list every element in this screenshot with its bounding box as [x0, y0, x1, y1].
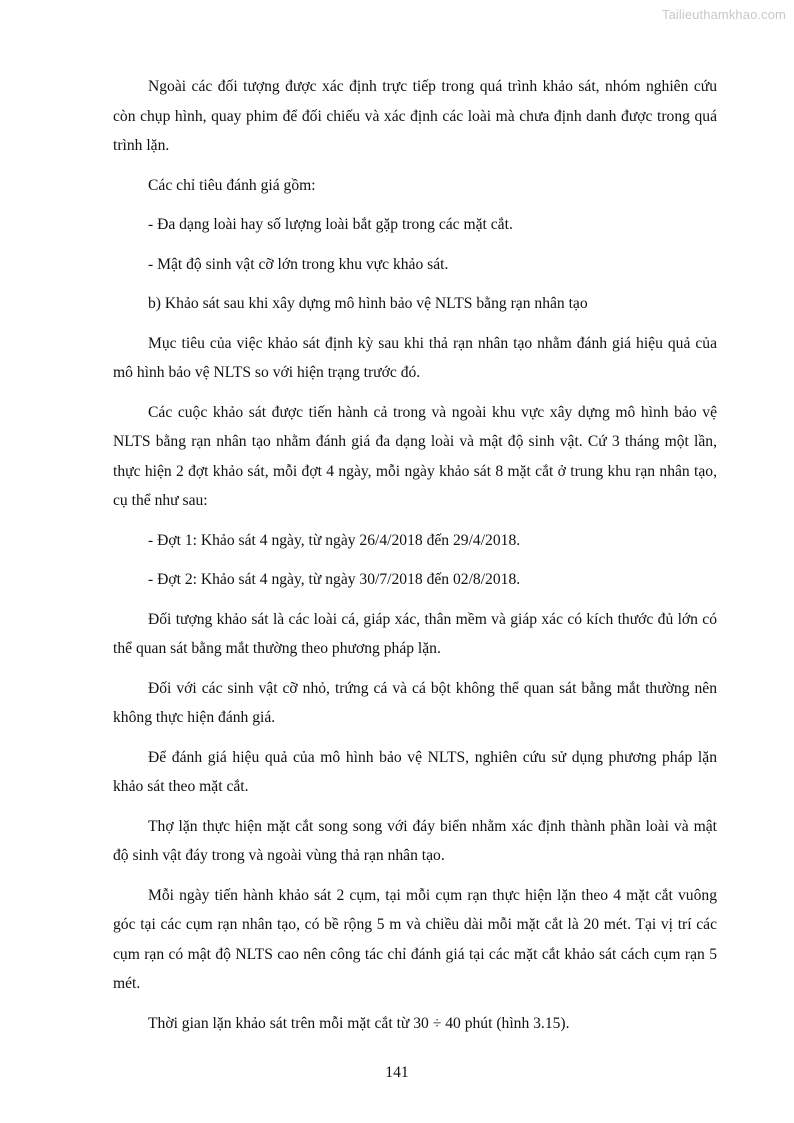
- paragraph: Để đánh giá hiệu quả của mô hình bảo vệ NLTS, nghiên cứu sử dụng phương pháp lặn khảo sát theo mặt cắt.: [113, 748, 717, 795]
- document-body: [113, 72, 717, 1048]
- paragraph: Ngoài các đối tượng được xác định trực tiếp trong quá trình khảo sát, nhóm nghiên cứu còn chụp hình, quay phim để đối chiếu và xác định các loài mà chưa định danh được trong quá trình lặn.: [113, 78, 717, 154]
- paragraph: Mỗi ngày tiến hành khảo sát 2 cụm, tại mỗi cụm rạn thực hiện lặn theo 4 mặt cắt vuông góc tại các cụm rạn nhân tạo, có bề rộng 5 m và chiều dài mỗi mặt cắt là 20 mét. Tại vị trí các cụm rạn có mật độ NLTS cao nên công tác chỉ đánh giá tại các mặt cắt khảo sát cách cụm rạn 5 mét.: [113, 886, 717, 992]
- watermark: Tailieuthamkhao.com: [661, 7, 786, 22]
- paragraph: Đối với các sinh vật cỡ nhỏ, trứng cá và cá bột không thể quan sát bằng mắt thường nên không thực hiện đánh giá.: [113, 679, 717, 726]
- paragraph: Thợ lặn thực hiện mặt cắt song song với đáy biển nhằm xác định thành phần loài và mật độ sinh vật đáy trong và ngoài vùng thả rạn nhân tạo.: [113, 817, 717, 864]
- list-item: - Mật độ sinh vật cỡ lớn trong khu vực khảo sát.: [148, 255, 449, 273]
- page-number: 141: [385, 1064, 409, 1081]
- paragraph: Đối tượng khảo sát là các loài cá, giáp xác, thân mềm và giáp xác có kích thước đủ lớn có thể quan sát bằng mắt thường theo phương pháp lặn.: [113, 610, 717, 657]
- paragraph: Thời gian lặn khảo sát trên mỗi mặt cắt từ 30 ÷ 40 phút (hình 3.15).: [148, 1014, 570, 1032]
- paragraph: Các chỉ tiêu đánh giá gồm:: [148, 176, 316, 194]
- paragraph: Mục tiêu của việc khảo sát định kỳ sau khi thả rạn nhân tạo nhằm đánh giá hiệu quả của mô hình bảo vệ NLTS so với hiện trạng trước đó.: [113, 334, 717, 381]
- list-item: - Đa dạng loài hay số lượng loài bắt gặp trong các mặt cắt.: [148, 216, 513, 233]
- list-item: - Đợt 1: Khảo sát 4 ngày, từ ngày 26/4/2018 đến 29/4/2018.: [148, 531, 521, 549]
- list-item: - Đợt 2: Khảo sát 4 ngày, từ ngày 30/7/2018 đến 02/8/2018.: [148, 571, 521, 588]
- section-heading: b) Khảo sát sau khi xây dựng mô hình bảo vệ NLTS bằng rạn nhân tạo: [148, 295, 588, 312]
- paragraph: Các cuộc khảo sát được tiến hành cả trong và ngoài khu vực xây dựng mô hình bảo vệ NLTS bằng rạn nhân tạo nhằm đánh giá đa dạng loài và mật độ sinh vật. Cứ 3 tháng một lần, thực hiện 2 đợt khảo sát, mỗi đợt 4 ngày, mỗi ngày khảo sát 8 mặt cắt ở trung khu rạn nhân tạo, cụ thể như sau:: [113, 403, 717, 509]
